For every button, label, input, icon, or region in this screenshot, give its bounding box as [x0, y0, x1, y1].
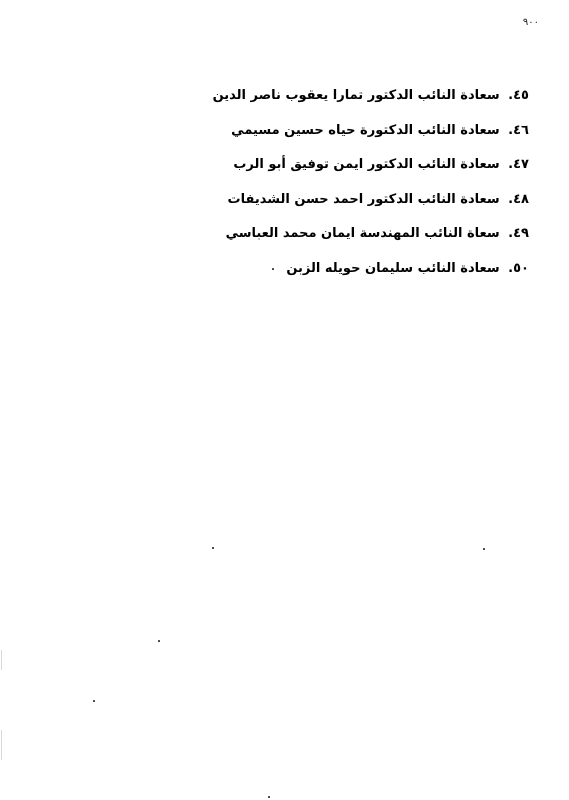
item-number: ٤٧. — [508, 157, 529, 173]
item-number: ٤٥. — [508, 88, 529, 103]
list-item — [129, 222, 529, 246]
item-number: ٥٠. — [508, 260, 529, 276]
scan-speck — [483, 548, 485, 550]
item-text: سعادة النائب الدكتور تمارا يعقوب ناصر الدين — [212, 88, 500, 103]
scan-speck — [158, 640, 160, 642]
scan-speck — [268, 796, 270, 798]
scan-speck — [93, 700, 95, 702]
page-number-mark: ٩٠٠ — [522, 17, 539, 28]
item-text: سعاة النائب المهندسة ايمان محمد العباسي — [225, 226, 500, 242]
scan-edge-line — [1, 650, 2, 670]
item-text: سعادة النائب الدكتورة حياه حسين مسيمي — [231, 122, 500, 138]
list-item — [129, 84, 529, 108]
list-item — [129, 257, 529, 281]
scan-speck — [272, 268, 274, 270]
list-item — [129, 188, 529, 212]
item-text: سعادة النائب الدكتور ايمن توفيق أبو الرب — [233, 157, 500, 173]
item-number: ٤٩. — [508, 226, 529, 242]
item-text: سعادة النائب سليمان حويله الزبن — [286, 260, 500, 276]
scan-edge-line — [1, 730, 2, 760]
list-item — [129, 153, 529, 177]
item-number: ٤٦. — [508, 122, 529, 138]
members-list — [129, 84, 529, 292]
list-item — [129, 119, 529, 143]
scan-speck — [212, 547, 214, 549]
item-number: ٤٨. — [508, 191, 529, 207]
item-text: سعادة النائب الدكتور احمد حسن الشديفات — [227, 191, 500, 207]
